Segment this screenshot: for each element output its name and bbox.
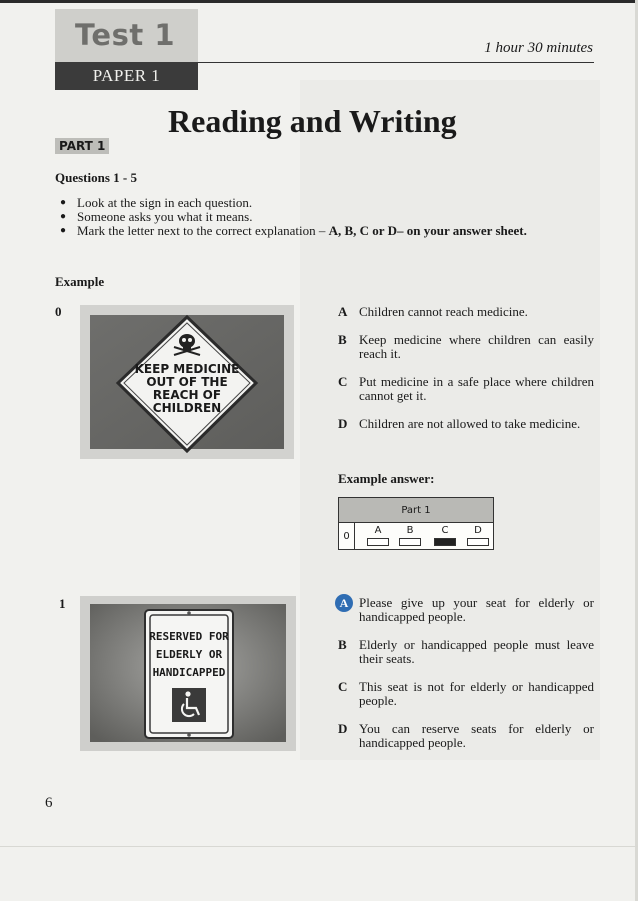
answer-row-number: 0 — [339, 523, 355, 549]
answer-letter: A — [374, 525, 382, 536]
example-label: Example — [55, 274, 105, 289]
option-letter: C — [338, 679, 348, 694]
wheelchair-icon — [172, 688, 206, 722]
option-b[interactable] — [338, 333, 594, 361]
option-c[interactable] — [338, 680, 594, 708]
option-letter: D — [338, 416, 348, 431]
header-rule — [198, 62, 594, 63]
option-letter: B — [338, 332, 347, 347]
example-options — [338, 305, 594, 431]
answer-column-c — [433, 523, 457, 546]
sign-line: OUT OF THE — [146, 375, 228, 389]
option-letter: C — [338, 374, 348, 389]
test-title: Test 1 — [75, 18, 175, 52]
option-text: This seat is not for elderly or handicapped people. — [359, 679, 594, 708]
option-d[interactable] — [338, 417, 594, 431]
sign-line: REACH OF — [152, 388, 222, 402]
option-letter: A — [338, 304, 348, 319]
page-number: 6 — [45, 795, 53, 811]
bottom-rule — [0, 846, 638, 847]
option-text: Children are not allowed to take medicine. — [359, 416, 581, 431]
answer-letter: D — [474, 525, 482, 536]
question-number: 0 — [55, 304, 62, 319]
answer-lozenge-filled — [434, 538, 456, 546]
option-text: You can reserve seats for elderly or handicapped people. — [359, 721, 594, 750]
option-d[interactable] — [338, 722, 594, 750]
answer-lozenge — [399, 538, 421, 546]
option-letter: D — [338, 721, 348, 736]
answer-sheet-sample — [338, 497, 494, 550]
sign-line: KEEP MEDICINE — [134, 362, 240, 376]
option-a[interactable] — [338, 305, 594, 319]
option-a[interactable] — [338, 596, 594, 624]
answer-box-title: Part 1 — [339, 498, 493, 523]
sign-line: ELDERLY OR — [155, 648, 223, 661]
instruction-item: ● Mark the letter next to the correct explanation – A, B, C or D– on your answer sheet. — [60, 224, 527, 238]
instruction-item: ● Look at the sign in each question. — [60, 196, 527, 210]
example-sign-photo — [80, 305, 294, 459]
answer-column-a — [366, 523, 390, 546]
answer-lozenge — [367, 538, 389, 546]
option-text: Please give up your seat for elderly or handicapped people. — [359, 595, 594, 624]
duration: 1 hour 30 minutes — [484, 40, 593, 56]
answer-column-d — [466, 523, 490, 546]
answer-lozenge — [467, 538, 489, 546]
option-text: Children cannot reach medicine. — [359, 304, 528, 319]
question-number: 1 — [59, 596, 66, 611]
sign-line: RESERVED FOR — [149, 630, 229, 643]
instruction-item: ● Someone asks you what it means. — [60, 210, 527, 224]
instructions — [60, 196, 527, 238]
option-letter-selected: A — [335, 594, 353, 612]
sign-line: HANDICAPPED — [152, 666, 226, 679]
page-title: Reading and Writing — [168, 103, 457, 139]
option-letter: B — [338, 637, 347, 652]
answer-letter: B — [406, 525, 414, 536]
questions-label: Questions 1 - 5 — [55, 170, 137, 185]
question1-options — [338, 596, 594, 750]
sign-line: CHILDREN — [152, 401, 222, 415]
option-c[interactable] — [338, 375, 594, 403]
option-text: Put medicine in a safe place where children cannot get it. — [359, 374, 594, 403]
option-b[interactable] — [338, 638, 594, 666]
page-top-edge — [0, 0, 638, 3]
example-answer-label: Example answer: — [338, 471, 435, 486]
paper-banner: PAPER 1 — [55, 62, 198, 90]
option-text: Elderly or handicapped people must leave their seats. — [359, 637, 594, 666]
test-banner — [55, 9, 198, 62]
option-text: Keep medicine where children can easily reach it. — [359, 332, 594, 361]
answer-letter: C — [441, 525, 449, 536]
answer-column-b — [398, 523, 422, 546]
question1-sign-photo — [80, 596, 296, 751]
part-label: PART 1 — [55, 138, 109, 154]
